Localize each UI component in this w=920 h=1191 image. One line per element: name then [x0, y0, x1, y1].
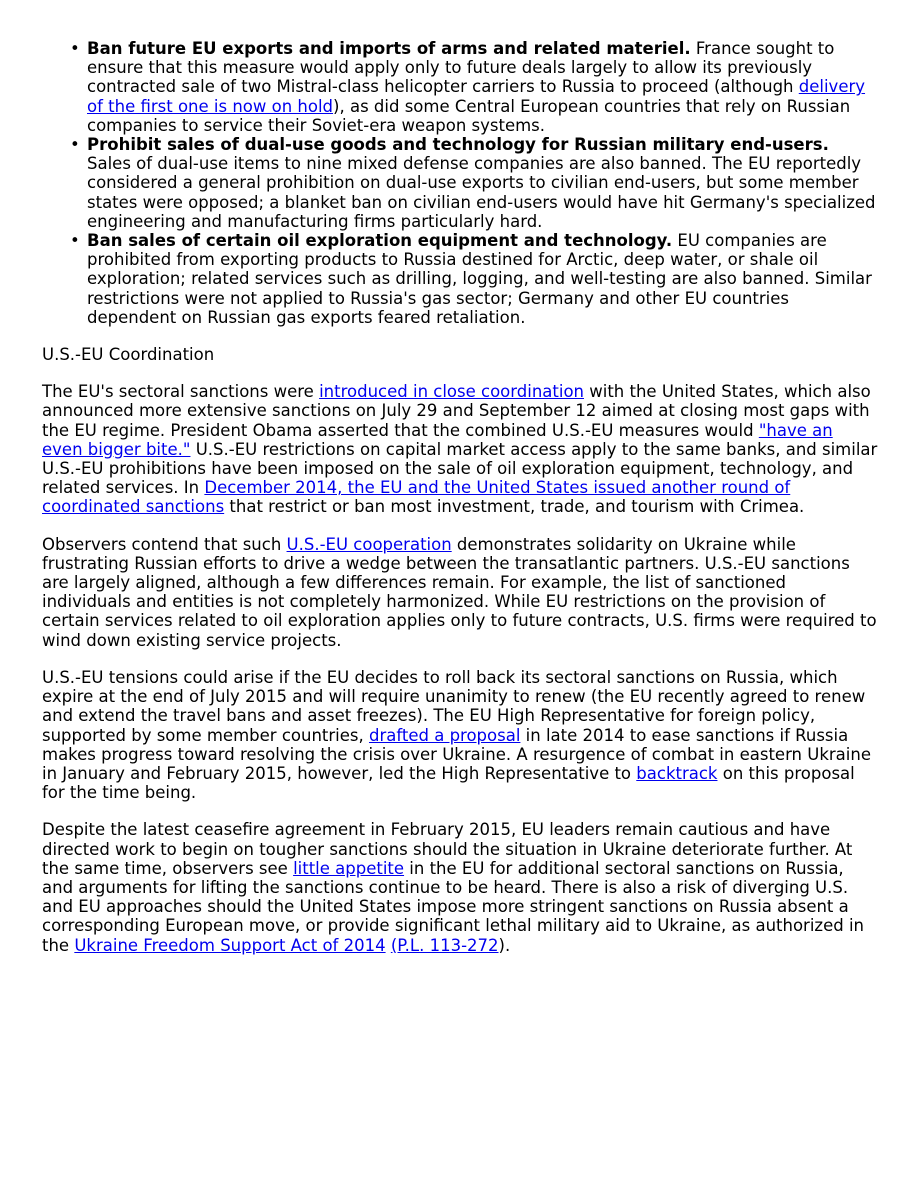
paragraph-text: on this proposal for the time being. [42, 763, 855, 803]
list-item-text: France sought to ensure that this measure would apply only to future deals largely to allow its previously contracted sale of two Mistral-class helicopter carriers to Russia to proceed (although [87, 39, 835, 97]
paragraph-text: Despite the latest ceasefire agreement in February 2015, EU leaders remain cautious and have directed work to begin on tougher sanctions should the situation in Ukraine deteriorate further. At the same time, observers see [42, 820, 853, 878]
paragraph-outlook [42, 820, 878, 954]
link-public-law[interactable]: (P.L. 113-272 [390, 935, 499, 955]
paragraph-text: with the United States, which also announced more extensive sanctions on July 29 and September 12 aimed at closing most gaps with the EU regime. President Obama asserted that the combined U.S.-EU measures would [42, 382, 871, 440]
section-heading: U.S.-EU Coordination [42, 345, 215, 365]
link-bigger-bite[interactable]: "have an even bigger bite." [42, 420, 833, 459]
paragraph-text: The EU's sectoral sanctions were [42, 382, 320, 402]
link-us-eu-cooperation[interactable]: U.S.-EU cooperation [286, 534, 452, 554]
paragraph-text: in late 2014 to ease sanctions if Russia makes progress toward resolving the crisis over Ukraine. A resurgence of combat in eastern Ukraine in January and February 2015, however, led the High Representative to [42, 725, 871, 783]
paragraph-text: U.S.-EU restrictions on capital market access apply to the same banks, and similar U.S.-EU prohibitions have been imposed on the sale of oil exploration equipment, technology, and related services. In [42, 439, 878, 498]
paragraph-text: ). [498, 935, 511, 955]
bullet-icon: • [70, 231, 80, 251]
link-little-appetite[interactable]: little appetite [293, 858, 405, 878]
link-drafted-proposal[interactable]: drafted a proposal [368, 725, 521, 745]
paragraph-coordination [42, 382, 878, 516]
list-item-text: ), as did some Central European countries that rely on Russian companies to service their Soviet-era weapon systems. [87, 96, 851, 135]
bullet-icon: • [70, 39, 80, 58]
list-item [70, 39, 878, 135]
list-item-text: EU companies are prohibited from exporting products to Russia destined for Arctic, deep water, or shale oil exploration; related services such as drilling, logging, and well-testing are also banned. Similar restrictions were not applied to Russia's gas sector; Germany and other EU countries dependent on Russian gas exports feared retaliation. [87, 231, 872, 327]
list-item-title: Ban sales of certain oil exploration equipment and technology. [87, 231, 673, 251]
paragraph-text: U.S.-EU tensions could arise if the EU decides to roll back its sectoral sanctions on Russia, which expire at the end of July 2015 and will require unanimity to renew (the EU recently agreed to renew and extend the travel bans and asset freezes). The EU High Representative for foreign policy, supported by some member countries, [42, 667, 866, 745]
list-item-title: Prohibit sales of dual-use goods and technology for Russian military end-users. [87, 135, 829, 155]
link-mistral-delivery-hold[interactable]: delivery of the first one is now on hold [87, 77, 866, 116]
paragraph-tensions [42, 668, 878, 802]
sanctions-list [42, 39, 878, 327]
document-body [42, 39, 878, 973]
link-ukraine-freedom-support-act[interactable]: Ukraine Freedom Support Act of 2014 [74, 935, 386, 955]
bullet-icon: • [70, 135, 80, 155]
paragraph-text: Observers contend that such [42, 534, 287, 554]
list-item-title: Ban future EU exports and imports of arms and related materiel. [87, 39, 691, 58]
link-close-coordination[interactable]: introduced in close coordination [319, 382, 584, 402]
paragraph-text: demonstrates solidarity on Ukraine while frustrating Russian efforts to drive a wedge between the transatlantic partners. U.S.-EU sanctions are largely aligned, although a few differences remain. For example, the list of sanctioned individuals and entities is not completely harmonized. While EU restrictions on the provision of certain services related to oil exploration applies only to future contracts, U.S. firms were required to wind down existing service projects. [42, 534, 877, 650]
list-item [70, 231, 878, 327]
link-backtrack[interactable]: backtrack [636, 763, 718, 783]
paragraph-text: that restrict or ban most investment, trade, and tourism with Crimea. [224, 497, 805, 517]
list-item-text: Sales of dual-use items to nine mixed defense companies are also banned. The EU reportedly considered a general prohibition on dual-use exports to civilian end-users, but some member states were opposed; a blanket ban on civilian end-users would have hit Germany's specialized engineering and manufacturing firms particularly hard. [87, 154, 876, 231]
paragraph-text: in the EU for additional sectoral sanctions on Russia, and arguments for lifting the sanctions continue to be heard. There is also a risk of diverging U.S. and EU approaches should the United States impose more stringent sanctions on Russia absent a corresponding European move, or provide significant lethal military aid to Ukraine, as authorized in the [42, 858, 864, 955]
list-item [70, 135, 878, 231]
link-december-2014-sanctions[interactable]: December 2014, the EU and the United States issued another round of coordinated sanctions [42, 478, 791, 517]
paragraph-cooperation [42, 535, 878, 650]
